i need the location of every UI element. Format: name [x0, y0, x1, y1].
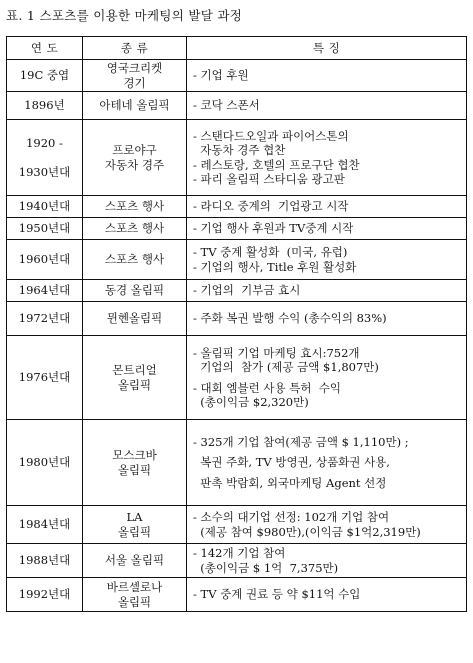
- feature-text: 기업의 참가 (제공 금액 $1,807만): [193, 360, 379, 375]
- feature-text: (총이익금 $ 1억 7,375만): [193, 560, 339, 575]
- feature-text: - 소수의 대기업 선정: 102개 기업 참여: [193, 510, 390, 525]
- table-row: [7, 196, 467, 218]
- kind-text: 바르셀로나: [106, 580, 163, 595]
- kind-text: 동경 올림픽: [104, 283, 165, 298]
- year-cell: [7, 240, 83, 280]
- feature-cell: [187, 578, 467, 612]
- feature-cell: [187, 506, 467, 544]
- marketing-history-table: [6, 36, 467, 612]
- table-row: [7, 240, 467, 280]
- kind-text: 경기: [123, 75, 146, 90]
- year-cell: [7, 218, 83, 240]
- feature-cell: [187, 120, 467, 196]
- year-cell: [7, 196, 83, 218]
- kind-cell: [83, 60, 187, 92]
- kind-text: 올림픽: [117, 594, 152, 609]
- feature-text: - 코닥 스폰서: [193, 98, 260, 113]
- year-cell: [7, 544, 83, 578]
- feature-text: - 대회 엠블런 사용 특허 수익: [193, 380, 342, 395]
- feature-cell: [187, 420, 467, 506]
- header-feature: 특 징: [187, 37, 467, 60]
- kind-text: 모스크바: [112, 448, 157, 463]
- kind-text: LA: [126, 510, 143, 525]
- feature-text: (총이익금 $2,320만): [193, 394, 309, 409]
- header-year: 연 도: [7, 37, 83, 60]
- kind-cell: [83, 280, 187, 302]
- feature-text: - TV 중계 권료 등 약 $11억 수입: [193, 587, 361, 602]
- year-text: 1896년: [24, 98, 65, 113]
- feature-cell: [187, 280, 467, 302]
- year-text: 1980년대: [18, 455, 71, 470]
- kind-cell: [83, 92, 187, 120]
- feature-cell: [187, 336, 467, 420]
- kind-cell: [83, 196, 187, 218]
- table-row: [7, 506, 467, 544]
- kind-cell: [83, 544, 187, 578]
- year-text: 1976년대: [18, 370, 71, 385]
- table-caption: 표. 1 스포츠를 이용한 마케팅의 발달 과정: [6, 8, 243, 23]
- kind-cell: [83, 120, 187, 196]
- feature-cell: [187, 302, 467, 336]
- year-text: 1972년대: [18, 311, 71, 326]
- header-kind: 종 류: [83, 37, 187, 60]
- year-text: 1960년대: [18, 252, 71, 267]
- feature-text: - 기업의 기부금 효시: [193, 283, 301, 298]
- table-row: [7, 92, 467, 120]
- kind-text: 뮌헨올림픽: [106, 311, 163, 326]
- year-cell: [7, 578, 83, 612]
- table-row: [7, 280, 467, 302]
- kind-text: 스포츠 행사: [104, 252, 165, 267]
- year-text: 1930년대: [18, 164, 71, 179]
- table-row: [7, 218, 467, 240]
- year-cell: [7, 120, 83, 196]
- year-text: 1964년대: [18, 283, 71, 298]
- year-text: 1920 -: [26, 136, 63, 151]
- feature-text: - 기업 후원: [193, 68, 249, 83]
- kind-text: 스포츠 행사: [104, 221, 165, 236]
- kind-cell: [83, 218, 187, 240]
- feature-cell: [187, 60, 467, 92]
- feature-cell: [187, 240, 467, 280]
- feature-text: - 142개 기업 참여: [193, 546, 286, 561]
- table-row: [7, 60, 467, 92]
- feature-text: - 기업의 행사, Title 후원 활성화: [193, 259, 357, 274]
- feature-text: - 325개 기업 참여(제공 금액 $ 1,110만) ;: [193, 434, 409, 449]
- feature-text: - 파리 올림픽 스타디움 광고판: [193, 171, 345, 186]
- feature-text: - 올림픽 기업 마케팅 효시:752개: [193, 345, 360, 360]
- feature-cell: [187, 196, 467, 218]
- feature-text: - 레스토랑, 호텔의 프로구단 협찬: [193, 157, 360, 172]
- kind-text: 올림픽: [117, 462, 152, 477]
- kind-cell: [83, 506, 187, 544]
- kind-text: 스포츠 행사: [104, 199, 165, 214]
- header-row: [7, 37, 467, 60]
- feature-text: - TV 중계 활성화 (미국, 유럽): [193, 245, 348, 260]
- feature-text: - 라디오 중계의 기업광고 시작: [193, 199, 349, 214]
- table-row: [7, 120, 467, 196]
- year-cell: [7, 336, 83, 420]
- kind-text: 자동차 경주: [104, 157, 165, 172]
- table-row: [7, 420, 467, 506]
- kind-cell: [83, 336, 187, 420]
- kind-text: 몬트리얼: [112, 363, 157, 378]
- feature-text: 자동차 경주 협찬: [193, 143, 286, 158]
- kind-cell: [83, 420, 187, 506]
- feature-text: - 주화 복권 발행 수익 (총수익의 83%): [193, 311, 387, 326]
- feature-text: 복권 주화, TV 방영권, 상품화권 사용,: [193, 455, 390, 470]
- table-row: [7, 544, 467, 578]
- kind-text: 올림픽: [117, 524, 152, 539]
- feature-cell: [187, 218, 467, 240]
- kind-text: 프로야구: [112, 143, 157, 158]
- table-row: [7, 336, 467, 420]
- feature-cell: [187, 544, 467, 578]
- year-cell: [7, 302, 83, 336]
- table-row: [7, 578, 467, 612]
- kind-text: 아테네 올림픽: [99, 98, 170, 113]
- kind-text: 올림픽: [117, 377, 152, 392]
- year-cell: [7, 60, 83, 92]
- year-text: 1992년대: [18, 587, 71, 602]
- feature-text: (제공 참여 $980만),(이익금 $1억2,319만): [193, 524, 421, 539]
- feature-text: - 기업 행사 후원과 TV중계 시작: [193, 221, 354, 236]
- year-cell: [7, 506, 83, 544]
- year-text: 1984년대: [18, 517, 71, 532]
- year-text: 1988년대: [18, 553, 71, 568]
- kind-cell: [83, 302, 187, 336]
- kind-text: 서울 올림픽: [104, 553, 165, 568]
- kind-text: 영국크리켓: [106, 61, 163, 76]
- year-cell: [7, 280, 83, 302]
- year-cell: [7, 92, 83, 120]
- year-text: 19C 중엽: [19, 68, 70, 83]
- feature-cell: [187, 92, 467, 120]
- table-row: [7, 302, 467, 336]
- feature-text: - 스탠다드오일과 파이어스톤의: [193, 128, 349, 143]
- feature-text: 판촉 박람회, 외국마케팅 Agent 선정: [193, 475, 387, 490]
- table-body: [7, 60, 467, 612]
- year-cell: [7, 420, 83, 506]
- year-text: 1940년대: [18, 199, 71, 214]
- kind-cell: [83, 578, 187, 612]
- year-text: 1950년대: [18, 221, 71, 236]
- kind-cell: [83, 240, 187, 280]
